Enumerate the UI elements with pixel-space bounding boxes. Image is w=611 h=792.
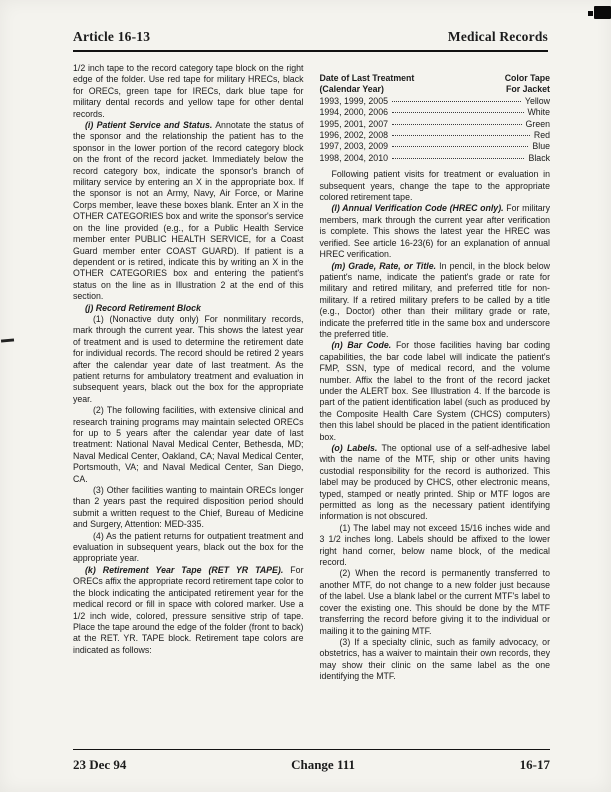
tape-table-header xyxy=(320,73,551,96)
paragraph-text: (1) (Nonactive duty only) For nonmilitary records, mark through the current year. This shows the latest year of treatment and is used to determine the retirement date for individual records. The record should be retired 2 years after the calendar year date of last treatment. As the patient returns for ambulatory treatment and evaluation in subsequent years, black out the box for the appropriate year. xyxy=(73,313,304,404)
tape-table-row xyxy=(320,130,551,141)
paragraph-text: (2) When the record is permanently transferred to another MTF, do not change to a new folder just because of the label. Use a blank label or the current MTF's label to cover the existing one. This should be done by the MTF transferring the record before giving it to the individual or mailing it to the gaining MTF. xyxy=(319,568,550,636)
paragraph-text: For those facilities having bar coding capabilities, the bar code label will indicate the patient's FMP, SSN, type of medical record, and the volume number. Affix the label to the front of the record jacket under the ALERT box. See Illustration 4. If the barcode is part of the patient identification label (such as produced by the Composite Health Care System (CHCS) computers) then this label should be placed in the patient identification box. xyxy=(319,340,550,442)
retirement-tape-table xyxy=(320,73,551,164)
paragraph-text: The optional use of a self-adhesive label with the name of the MTF, ship or other units having custodial responsibility for the record is authorized. This label may be produced by CHCS, other electronic means, typed, stamped or neatly printed. Ship or MTF logos are permitted as long as the necessary patient identifying information is not obscured. xyxy=(319,443,551,522)
row-color: Black xyxy=(528,152,550,163)
paragraph-text: For military members, mark through the current year after verification is complete. This shows the latest year the HREC was verified. See article 16-23(6) for an explanation of annual HREC verification. xyxy=(319,203,550,260)
tape-table-row xyxy=(320,153,551,164)
right-column xyxy=(320,63,551,683)
paragraph-lead: (l) Annual Verification Code (HREC only). xyxy=(331,203,504,214)
paragraph-text: (3) If a specialty clinic, such as family advocacy, or obstetrics, has a waiver to maintain their own records, they may show their clinic on the same label as the one identifying the MTF. xyxy=(319,636,550,682)
row-years: 1997, 2003, 2009 xyxy=(319,141,388,152)
paragraph-j-heading xyxy=(73,303,304,314)
tape-table-col2-line2: For Jacket xyxy=(505,84,550,95)
paragraph-text: (3) Other facilities wanting to maintain ORECs longer than 2 years past the required disposition period should submit a written request to the Chief, Bureau of Medicine and Surgery, Attention: MED-335. xyxy=(73,485,304,530)
paragraph-lead: (n) Bar Code. xyxy=(331,340,392,351)
row-years: 1998, 2004, 2010 xyxy=(319,152,388,163)
tape-table-header-left xyxy=(320,73,415,96)
paragraph-text: Annotate the status of the sponsor and the relationship the patient has to the sponsor in the lower portion of the record category block on the front of the record jacket. Immediately below the record category box, indicate the sponsor's branch of military service by entering an X in the appropriate box. If the sponsor is not an Army, Navy, Air Force, or Marine Corps member, leave these boxes blank. Enter an X in the OTHER CATEGORIES box and write the sponsor's service on the line provided (e.g., for a Public Health Service member enter PUBLIC HEALTH SERVICE, for a Coast Guard member enter COAST GUARD). If patient is a dependent or is retired, indicate this by writing an X in the OTHER CATEGORIES box and entering the patient's status on the line as in Illustration 2 at the end of this section. xyxy=(73,120,304,302)
paragraph-j-sub2 xyxy=(73,405,304,485)
paragraph-text: In pencil, in the block below patient's name, indicate the patient's grade or rate for military and retired military, and preferred title for non-military. If a retired military prefers to be called by a title (e.g., Doctor) other than their military grade or rate, indicate the preferred title in the same box and underscore the preferred title. xyxy=(319,260,550,339)
page-header xyxy=(73,29,548,52)
paragraph-k xyxy=(73,565,304,656)
tape-table-col2-line1: Color Tape xyxy=(504,73,550,83)
row-color: Yellow xyxy=(524,95,550,106)
margin-pencil-dash xyxy=(1,338,14,342)
row-years: 1995, 2001, 2007 xyxy=(319,118,388,129)
row-years: 1993, 1999, 2005 xyxy=(319,95,388,106)
paragraph-i xyxy=(73,120,304,303)
paragraph-o xyxy=(320,443,551,523)
paragraph-n xyxy=(320,340,551,443)
paragraph-text: (1) The label may not exceed 15/16 inches wide and 3 1/2 inches long. Labels should be affixed to the lower right hand corner, below name block, of the medical record. xyxy=(319,522,550,568)
row-years: 1994, 2000, 2006 xyxy=(319,107,388,118)
paragraph-continuation xyxy=(73,63,304,120)
scan-artifact-speck xyxy=(588,11,593,16)
scan-artifact-top-right xyxy=(594,6,611,19)
tape-table-header-right xyxy=(505,73,550,96)
paragraph-o-sub1 xyxy=(320,523,551,569)
paragraph-lead: (m) Grade, Rate, or Title. xyxy=(331,260,437,271)
paragraph-m xyxy=(320,261,551,341)
paragraph-text: (2) The following facilities, with extensive clinical and research training programs may maintain selected ORECs for up to 5 years after the calendar year date of last treatment: National Naval Medical Center, Bethesda, MD; Naval Medical Center, Oakland, CA; Naval Medical Center, Portsmouth, VA; and Naval Medical Center, San Diego, CA. xyxy=(73,405,304,484)
row-color: White xyxy=(527,107,550,118)
page-footer xyxy=(73,749,550,773)
paragraph-text: Following patient visits for treatment or evaluation in subsequent years, change the tape to the appropriate colored retirement tape. xyxy=(319,169,550,203)
leader-dots xyxy=(392,135,530,136)
row-color: Green xyxy=(525,118,550,129)
paragraph-o-sub3 xyxy=(320,637,551,683)
leader-dots xyxy=(392,158,524,159)
paragraph-text: 1/2 inch tape to the record category tape block on the right edge of the folder. Use red tape for military HRECs, black for ORECs, green tape for IRECs, dark blue tape for military dental records and yellow tape for other dental records. xyxy=(73,63,304,119)
paragraph-l xyxy=(320,203,551,260)
two-column-body xyxy=(73,63,550,683)
header-title: Medical Records xyxy=(447,29,548,44)
paragraph-lead: (o) Labels. xyxy=(331,443,378,453)
tape-table-row xyxy=(320,141,551,152)
paragraph-lead: (j) Record Retirement Block xyxy=(85,302,201,313)
paragraph-text: (4) As the patient returns for outpatient treatment and evaluation in subsequent years, black out the box for the appropriate year. xyxy=(73,530,304,564)
paragraph-j-sub3 xyxy=(73,485,304,531)
tape-table-col1-line2: (Calendar Year) xyxy=(319,84,384,95)
paragraph-lead: (i) Patient Service and Status. xyxy=(85,120,213,131)
tape-table-row xyxy=(320,96,551,107)
paragraph-text: For ORECs affix the appropriate record retirement tape color to the block indicating the anticipated retirement year for the medical record or fill in space with colored marker. Use a 1/2 inch wide, colored, pressure sensitive strip of tape. Place the tape around the edge of the folder (front to back) at the RET. YR. TAPE block. Retirement tape colors are indicated as follows: xyxy=(73,564,304,655)
footer-date: 23 Dec 94 xyxy=(73,757,127,772)
paragraph-o-sub2 xyxy=(320,568,551,636)
row-color: Blue xyxy=(532,141,550,152)
tape-table-row xyxy=(320,107,551,118)
paragraph-following-visits xyxy=(320,169,551,203)
paragraph-lead: (k) Retirement Year Tape (RET YR TAPE). xyxy=(85,564,284,575)
leader-dots xyxy=(392,146,528,147)
leader-dots xyxy=(392,124,522,125)
footer-page-number: 16-17 xyxy=(519,757,550,772)
row-years: 1996, 2002, 2008 xyxy=(319,130,388,141)
footer-change-number: Change 111 xyxy=(291,757,356,772)
tape-table-row xyxy=(320,119,551,130)
paragraph-j-sub1 xyxy=(73,314,304,405)
leader-dots xyxy=(392,112,524,113)
paragraph-j-sub4 xyxy=(73,531,304,565)
leader-dots xyxy=(392,101,521,102)
row-color: Red xyxy=(533,130,550,141)
tape-table-col1-line1: Date of Last Treatment xyxy=(319,73,415,83)
left-column xyxy=(73,63,304,683)
header-article-number: Article 16-13 xyxy=(73,29,151,44)
